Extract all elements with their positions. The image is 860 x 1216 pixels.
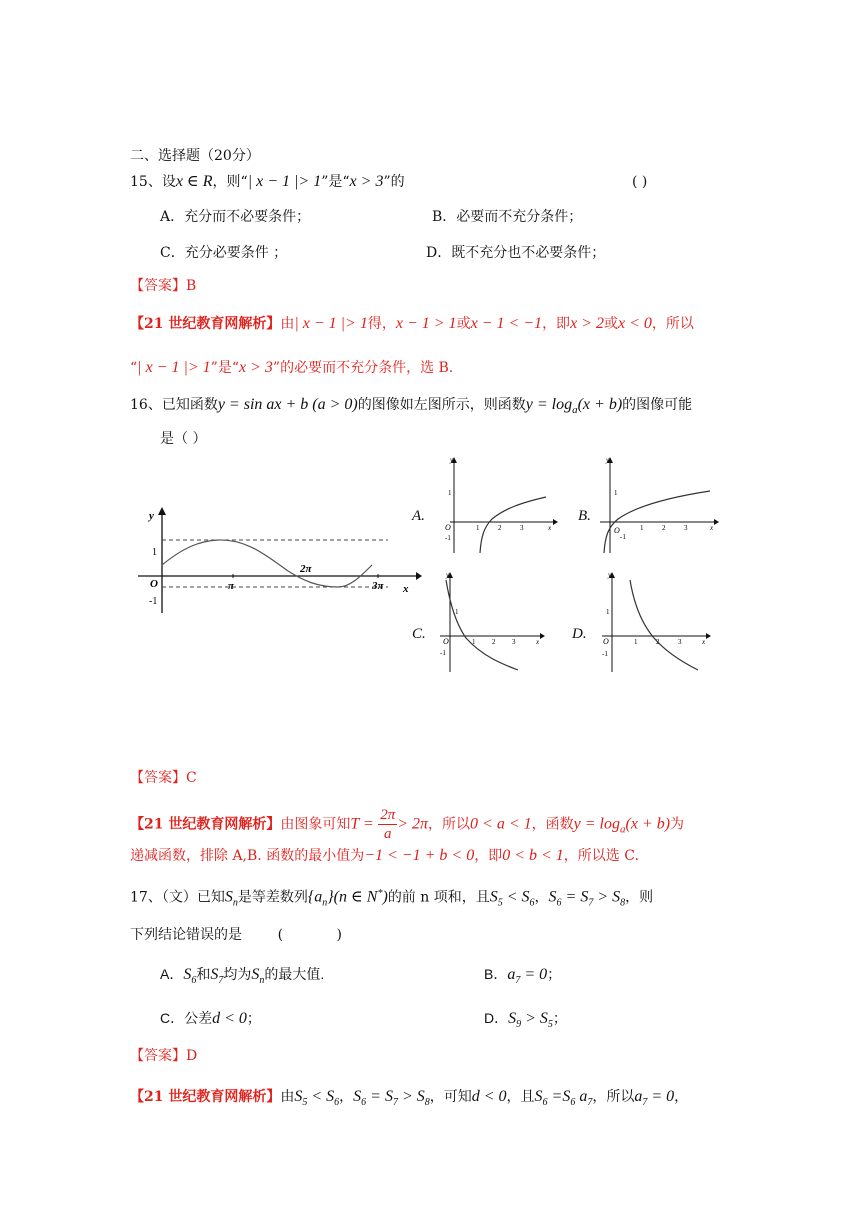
q17-an-p20: 7	[587, 1096, 593, 1108]
q17-stem-line1	[130, 884, 653, 913]
q17-an-p21: ，所以	[592, 1089, 635, 1105]
q17-an-p22: a	[634, 1088, 643, 1105]
q16-analysis-line2	[130, 846, 639, 866]
q17-s1-p0: 17、（文）已知	[130, 889, 225, 906]
b-x-tick-2: 2	[662, 524, 666, 532]
c-origin: O	[443, 637, 449, 646]
q16-a1-p8: y = log	[573, 815, 620, 833]
q15-a2-p2: ”是“	[210, 360, 239, 376]
q15-stem-math3: x > 3	[349, 173, 384, 190]
q17-oa-p4: S	[210, 966, 219, 983]
d-x-tick-1: 1	[634, 638, 638, 646]
q17-oa-p0: A．	[160, 966, 184, 982]
main-tick-2pi: 2π	[300, 563, 312, 575]
b-tick-1: 1	[614, 489, 618, 497]
q17-s1-p10: S	[489, 888, 498, 906]
q17-s1-p8: )	[382, 888, 388, 906]
q17-an-p16: 6	[542, 1096, 548, 1108]
q16-s1-p4: a	[572, 403, 578, 416]
b-y-label: y	[606, 456, 610, 464]
q17-od-p0: D．	[484, 1010, 509, 1026]
q17-s1-p17: = S	[561, 888, 589, 906]
q16-option-b-label: B.	[578, 508, 591, 524]
q17-ob-p0: B．	[484, 966, 508, 982]
q17-od-p4: 5	[547, 1018, 553, 1030]
q17-ob-p2: 7	[515, 974, 521, 986]
q17-an-p4: 6	[334, 1096, 340, 1108]
q17-an-p1: S	[294, 1088, 303, 1105]
q17-an-p15: S	[534, 1088, 543, 1105]
q16-s1-p2: 的图像如左图所示，则函数	[357, 397, 526, 413]
q17-oa-p7: S	[251, 966, 260, 983]
q17-oa-p6: 均为	[223, 966, 252, 982]
q16-stem-line2: 是（ ）	[160, 431, 207, 447]
c-x-label: x	[536, 638, 540, 646]
q17-s1-p3: 是等差数列	[237, 889, 308, 906]
q16-option-c-graph	[438, 570, 548, 674]
q17-s1-p18: 7	[588, 897, 594, 909]
q15-analysis-line2	[130, 358, 453, 378]
a-y-label: y	[450, 456, 454, 464]
q17-oa-p3: 和	[196, 966, 211, 982]
q16-frac-den: a	[383, 826, 392, 842]
main-tick-3pi: 3π	[372, 580, 384, 592]
q17-stem-line2: 下列结论错误的是 ( )	[130, 927, 342, 943]
q17-an-p24: = 0	[647, 1088, 675, 1105]
d-tick-1: 1	[606, 608, 610, 616]
a-tick-neg1: -1	[445, 534, 451, 542]
q17-an-p10: > S	[397, 1088, 425, 1105]
q17-an-p2: 5	[302, 1096, 308, 1108]
c-x-tick-2: 2	[492, 638, 496, 646]
q17-oc-p2: ；	[246, 1010, 261, 1026]
q17-an-p9: 7	[392, 1096, 398, 1108]
q16-a2-p2: ，即	[474, 848, 503, 864]
q17-an-p6: S	[353, 1088, 362, 1105]
q17-oa-p1: S	[183, 966, 192, 983]
q15-a2-p0: “	[130, 360, 138, 376]
q16-main-graph	[138, 505, 422, 615]
q15-a1-p4: 或	[456, 316, 471, 332]
q15-answer: 【答案】B	[130, 278, 197, 294]
q15-paren: ( )	[632, 174, 648, 190]
q17-s1-p21: ，则	[625, 889, 654, 906]
q16-s1-p0: 16、已知函数	[130, 397, 218, 413]
q16-s1-p6: 的图像可能	[622, 397, 693, 413]
q17-analysis	[130, 1087, 688, 1113]
q17-s1-p20: 8	[620, 897, 626, 909]
q16-fraction	[378, 806, 397, 843]
q17-s1-p19: > S	[593, 888, 621, 906]
q16-option-d-label: D.	[572, 626, 587, 642]
q17-option-a	[160, 964, 324, 991]
a-origin: O	[445, 523, 451, 532]
q17-an-p18: 6	[570, 1096, 576, 1108]
q15-a1-p8: 或	[603, 316, 618, 332]
q17-an-p11: 8	[424, 1096, 430, 1108]
q16-option-b-graph	[598, 455, 722, 555]
q17-oa-p8: n	[259, 974, 265, 986]
q17-s1-p11: 5	[497, 897, 503, 909]
q15-stem	[130, 172, 405, 192]
q17-s1-p7: *	[377, 888, 383, 899]
q17-an-p17: =S	[547, 1088, 571, 1105]
main-origin: O	[150, 578, 158, 590]
main-tick-neg1: -1	[149, 596, 158, 607]
q16-s1-p5: (x + b)	[577, 396, 623, 413]
q15-option-a: A．充分而不必要条件；	[160, 209, 311, 225]
q17-option-b	[484, 964, 561, 991]
c-tick-neg1: -1	[440, 649, 446, 657]
a-x-tick-3: 3	[520, 524, 524, 532]
q16-a2-p1: −1 < −1 + b < 0	[364, 847, 475, 864]
q16-s1-p3: y = log	[525, 396, 573, 413]
q16-option-d-graph	[598, 570, 714, 674]
q16-answer: 【答案】C	[130, 770, 197, 786]
q17-oc-p0: C．公差	[160, 1010, 213, 1026]
q16-a1-p7: ，函数	[531, 816, 574, 833]
c-tick-1: 1	[455, 608, 459, 616]
main-x-label: x	[403, 583, 409, 595]
q17-an-p13: d < 0	[471, 1088, 507, 1105]
q16-a1-p5: ，所以	[428, 816, 471, 833]
q17-an-p7: 6	[361, 1096, 367, 1108]
b-x-tick-3: 3	[684, 524, 688, 532]
q17-s1-p4: {a	[307, 888, 323, 906]
q17-an-p12: ，可知	[429, 1089, 472, 1105]
b-x-label: x	[710, 524, 714, 532]
q15-a1-p3: x − 1 > 1	[395, 315, 457, 332]
q16-frac-num: 2π	[380, 807, 396, 823]
q17-an-p8: = S	[366, 1088, 393, 1105]
q17-analysis-tag: 【21 世纪教育网解析】	[130, 1089, 281, 1105]
q17-od-p5: ；	[552, 1010, 567, 1026]
q17-ob-p1: a	[507, 966, 516, 983]
q15-a2-p3: x > 3	[239, 359, 273, 376]
q17-s1-p2: n	[232, 897, 238, 909]
d-origin: O	[603, 637, 609, 646]
a-x-label: x	[548, 524, 552, 532]
q17-oc-p1: d < 0	[212, 1010, 247, 1027]
main-tick-1: 1	[152, 547, 157, 558]
q17-od-p1: S	[508, 1010, 517, 1027]
q15-option-c: C．充分必要条件 ；	[160, 245, 288, 261]
q15-a1-p6: ，即	[542, 316, 571, 332]
q16-a1-p10: (x + b)	[625, 815, 671, 833]
q17-s1-p1: S	[224, 888, 233, 906]
q16-a2-p0: 递减函数，排除 A,B. 函数的最小值为	[130, 848, 365, 864]
q17-s1-p12: < S	[502, 888, 530, 906]
q15-a1-p10: ，所以	[651, 316, 694, 332]
q16-a1-p1: T =	[350, 815, 374, 833]
d-tick-neg1: -1	[602, 650, 608, 658]
q15-a2-p1: | x − 1 |> 1	[137, 359, 211, 376]
q15-a1-p5: x − 1 < −1	[470, 315, 543, 332]
q16-a2-p4: ，所以选 C.	[563, 848, 639, 864]
q17-an-p0: 由	[280, 1089, 295, 1105]
q17-oa-p9: 的最大值.	[264, 966, 325, 982]
q15-option-d: D．既不充分也不必要条件；	[426, 245, 606, 261]
q16-option-a-label: A.	[412, 508, 425, 524]
q16-a1-p9: a	[619, 823, 626, 836]
q16-stem-line1	[130, 395, 692, 420]
q16-option-c-label: C.	[412, 626, 426, 642]
q15-analysis-tag: 【21 世纪教育网解析】	[130, 316, 281, 332]
q16-analysis-line1	[130, 806, 684, 843]
q17-option-c	[160, 1008, 261, 1029]
q15-stem-mid1: ，则“	[212, 174, 248, 190]
q16-option-a-graph	[440, 455, 560, 555]
q15-stem-math2: | x − 1 |> 1	[247, 173, 322, 190]
q15-stem-mid2: ”是“	[321, 174, 350, 190]
q17-an-p19: a	[575, 1088, 588, 1105]
a-tick-1: 1	[448, 489, 452, 497]
q17-s1-p14: ，	[534, 889, 549, 906]
a-x-tick-1: 1	[476, 524, 480, 532]
q15-a1-p9: x < 0	[617, 315, 652, 332]
d-x-tick-3: 3	[678, 638, 682, 646]
q15-a1-p2: 得，	[367, 316, 396, 332]
q15-stem-mid3: ”的	[383, 174, 405, 190]
b-x-tick-1: 1	[640, 524, 644, 532]
q15-a1-p0: 由	[280, 316, 295, 332]
q16-a1-p11: 为	[670, 816, 685, 833]
q17-s1-p16: 6	[556, 897, 562, 909]
q16-a1-p0: 由图象可知	[280, 816, 351, 833]
q16-a1-p4: > 2π	[397, 815, 429, 833]
a-x-tick-2: 2	[498, 524, 502, 532]
q16-a2-p3: 0 < b < 1	[502, 847, 564, 864]
q15-stem-math1: x ∈ R	[175, 173, 213, 190]
q17-ob-p4: ；	[547, 966, 562, 982]
q17-od-p2: 9	[516, 1018, 522, 1030]
q17-an-p5: ，	[339, 1089, 354, 1105]
q16-a1-p6: 0 < a < 1	[470, 815, 532, 833]
q17-oa-p2: 6	[191, 974, 197, 986]
q17-an-p25: ，	[674, 1089, 689, 1105]
c-x-tick-1: 1	[472, 638, 476, 646]
q15-a1-p7: x > 2	[570, 315, 604, 332]
q17-od-p3: > S	[521, 1010, 548, 1027]
q17-s1-p15: S	[548, 888, 557, 906]
q15-option-b: B．必要而不充分条件；	[432, 209, 583, 225]
d-x-tick-2: 2	[656, 638, 660, 646]
q17-answer: 【答案】D	[130, 1048, 198, 1064]
q15-stem-prefix: 15、设	[130, 174, 176, 190]
q17-s1-p13: 6	[529, 897, 535, 909]
q15-a2-p4: ”的必要而不充分条件，选 B.	[272, 360, 454, 376]
q17-option-d	[484, 1008, 567, 1035]
q17-an-p14: ，且	[506, 1089, 535, 1105]
q15-analysis-line1	[130, 314, 694, 334]
q17-s1-p6: }(n ∈ N	[327, 888, 378, 906]
d-x-label: x	[702, 638, 706, 646]
c-x-tick-3: 3	[512, 638, 516, 646]
b-origin: O	[614, 526, 620, 535]
q17-an-p3: < S	[307, 1088, 335, 1105]
b-tick-neg1: -1	[620, 533, 626, 541]
section-header: 二、选择题（20分）	[130, 148, 260, 164]
q16-analysis-tag: 【21 世纪教育网解析】	[130, 816, 281, 833]
d-y-label: y	[608, 571, 612, 579]
main-tick-pi: π	[228, 580, 235, 592]
q16-s1-p1: y = sin ax + b (a > 0)	[217, 396, 358, 413]
q17-oa-p5: 7	[218, 974, 224, 986]
q17-s1-p5: n	[322, 897, 328, 909]
q15-a1-p1: | x − 1 |> 1	[294, 315, 368, 332]
main-y-label: y	[149, 510, 154, 522]
c-y-label: y	[446, 571, 450, 579]
q17-s1-p9: 的前 n 项和，且	[387, 889, 490, 906]
q17-an-p23: 7	[642, 1096, 648, 1108]
q17-ob-p3: = 0	[520, 966, 548, 983]
